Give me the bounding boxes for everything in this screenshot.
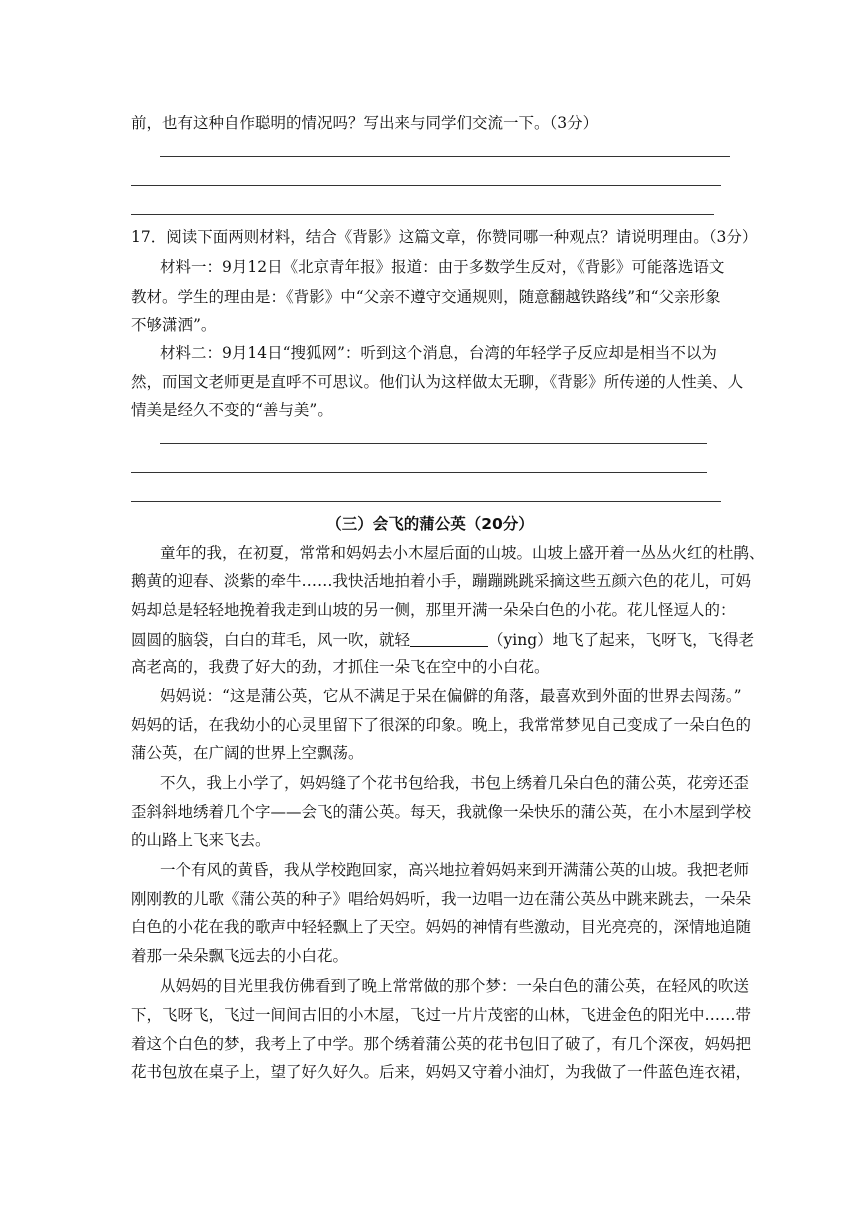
paragraph-line: 的山路上飞来飞去。: [131, 831, 271, 849]
paragraph-text: 圆圆的脑袋，白白的茸毛，风一吹，就轻: [131, 631, 411, 649]
paragraph-line: 刚刚教的儿歌《蒲公英的种子》唱给妈妈听，我一边唱一边在蒲公英丛中跳来跳去，一朵朵: [131, 890, 752, 908]
answer-line-6[interactable]: [131, 501, 721, 502]
paragraph-line: 从妈妈的目光里我仿佛看到了晚上常常做的那个梦：一朵白色的蒲公英，在轻风的吹送: [160, 977, 750, 995]
material-1-line: 不够潇洒”。: [131, 316, 217, 334]
answer-line-5[interactable]: [131, 472, 707, 473]
material-1-line: 材料一：9月12日《北京青年报》报道：由于多数学生反对，《背影》可能落选语文: [160, 258, 725, 276]
material-1-line: 教材。学生的理由是：《背影》中“父亲不遵守交通规则，随意翻越铁路线”和“父亲形象: [131, 288, 721, 306]
paragraph-line: 鹅黄的迎春、淡紫的牵牛……我快活地拍着小手，蹦蹦跳跳采摘这些五颜六色的花儿，可妈: [131, 572, 752, 590]
section-title: （三）会飞的蒲公英（20分）: [326, 515, 534, 533]
paragraph-line: 蒲公英，在广阔的世界上空飘荡。: [131, 744, 364, 762]
paragraph-line: 着这个白色的梦，我考上了中学。那个绣着蒲公英的花书包旧了破了，有几个深夜，妈妈把: [131, 1035, 752, 1053]
paragraph-line: 白色的小花在我的歌声中轻轻飘上了天空。妈妈的神情有些激动，目光亮亮的，深情地追随: [131, 918, 752, 936]
paragraph-line: 一个有风的黄昏，我从学校跑回家，高兴地拉着妈妈来到开满蒲公英的山坡。我把老师: [160, 861, 750, 879]
answer-line-4[interactable]: [160, 443, 707, 444]
paragraph-line: 妈妈的话，在我幼小的心灵里留下了很深的印象。晚上，我常常梦见自己变成了一朵白色的: [131, 716, 752, 734]
paragraph-line: 花书包放在桌子上，望了好久好久。后来，妈妈又守着小油灯，为我做了一件蓝色连衣裙，: [131, 1063, 752, 1081]
paragraph-line: 高老高的，我费了好大的劲，才抓住一朵飞在空中的小白花。: [131, 658, 550, 676]
q16-text-line: 前，也有这种自作聪明的情况吗？写出来与同学们交流一下。（3分）: [131, 114, 599, 132]
paragraph-line: 歪斜斜地绣着几个字——会飞的蒲公英。每天，我就像一朵快乐的蒲公英，在小木屋到学校: [131, 803, 752, 821]
paragraph-text: （ying）地飞了起来，飞呀飞，飞得老: [488, 631, 755, 649]
paragraph-line: 童年的我，在初夏，常常和妈妈去小木屋后面的山坡。山坡上盛开着一丛丛火红的杜鹃、: [160, 544, 765, 562]
paragraph-line-with-blank: [131, 632, 754, 649]
material-2-line: 情美是经久不变的“善与美”。: [131, 401, 333, 419]
material-2-line: 材料二：9月14日“搜狐网”：听到这个消息，台湾的年轻学子反应却是相当不以为: [160, 344, 717, 362]
material-2-line: 然，而国文老师更是直呼不可思议。他们认为这样做太无聊，《背影》所传递的人性美、人: [131, 373, 744, 391]
answer-line-2[interactable]: [131, 185, 721, 186]
q17-question: 17．阅读下面两则材料，结合《背影》这篇文章，你赞同哪一种观点？请说明理由。（3分）: [131, 228, 758, 246]
paragraph-line: 下，飞呀飞，飞过一间间古旧的小木屋，飞过一片片茂密的山林，飞进金色的阳光中……带: [131, 1006, 752, 1024]
paragraph-line: 不久，我上小学了，妈妈缝了个花书包给我，书包上绣着几朵白色的蒲公英，花旁还歪: [160, 774, 750, 792]
answer-line-1[interactable]: [160, 156, 730, 157]
paragraph-line: 妈却总是轻轻地挽着我走到山坡的另一侧，那里开满一朵朵白色的小花。花儿怪逗人的：: [131, 601, 736, 619]
answer-line-3[interactable]: [131, 214, 714, 215]
paragraph-line: 着那一朵朵飘飞远去的小白花。: [131, 947, 349, 965]
fill-in-blank[interactable]: [410, 632, 488, 647]
paragraph-line: 妈妈说：“这是蒲公英，它从不满足于呆在偏僻的角落，最喜欢到外面的世界去闯荡。”: [160, 687, 742, 705]
